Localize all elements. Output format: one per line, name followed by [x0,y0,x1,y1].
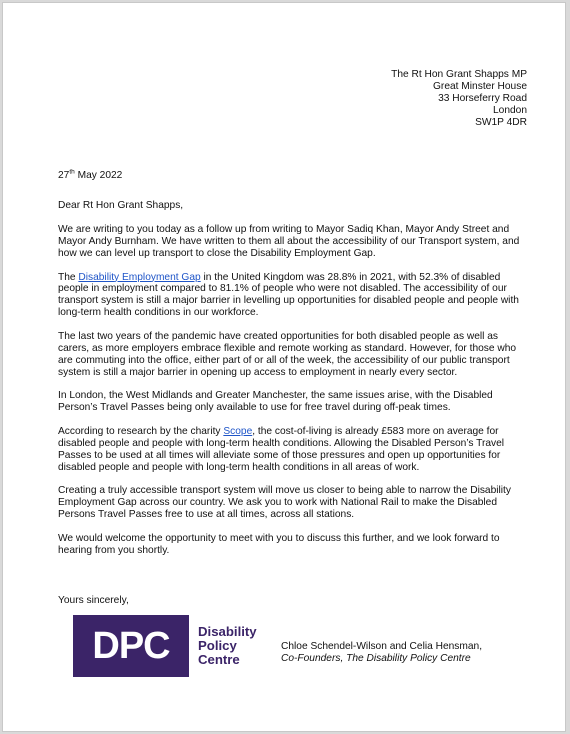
recipient-line: The Rt Hon Grant Shapps MP [391,69,527,80]
dpc-logo [73,615,257,677]
disability-employment-gap-link[interactable]: Disability Employment Gap [78,271,201,283]
closing: Yours sincerely, [58,595,129,606]
paragraph-4: In London, the West Midlands and Greater Manchester, the same issues arise, with the Disabled Person’s Travel Passes being only available to use for free travel during off-peak times. [58,390,493,414]
paragraph-5-pre: According to research by the charity [58,425,224,437]
date-month-year: May 2022 [74,170,123,181]
salutation: Dear Rt Hon Grant Shapps, [58,200,184,211]
letter-page [2,2,566,732]
logo-line: Disability [198,624,257,639]
paragraph-2-pre: The [58,271,79,283]
recipient-line: Great Minster House [433,80,527,92]
date-day: 27 [58,170,70,181]
paragraph-5-post: , the cost-of-living is already £583 more on average for disabled people and people with long-term health conditions. Allowing the Disabled Person’s Travel Passes to be used at all times will alleviate some of those pressures and open up opportunities for disabled people and people with long-term health conditions in all areas of work. [58,425,505,473]
paragraph-2 [58,272,524,320]
letter-date [58,170,122,182]
paragraph-7: We would welcome the opportunity to meet with you to discuss this further, and we look forward to hearing from you shortly. [58,532,500,556]
paragraph-3: The last two years of the pandemic have created opportunities for both disabled people as well as carers, as more employers embrace flexible and remote working as standard. However, for those who are commuting into the office, either part of or all of the week, the accessibility of our public transport system is still a major barrier in opening up access to employment in nearly every sector. [58,330,517,378]
date-suffix: th [69,168,75,176]
logo-line: Policy [198,638,237,653]
recipient-address [391,69,527,129]
scope-link[interactable]: Scope [223,425,253,437]
signatory-names: Chloe Schendel-Wilson and Celia Hensman, [281,641,483,652]
dpc-logo-wordmark [198,625,257,667]
signature-block [281,641,482,665]
dpc-logo-mark: DPC [73,615,189,677]
paragraph-5 [58,426,524,474]
paragraph-6: Creating a truly accessible transport system will move us closer to being able to narrow the Disability Employment Gap across our country. We ask you to work with National Rail to make the Disabled Persons Travel Passes free to use at all times, across all stations. [58,485,511,521]
paragraph-1: We are writing to you today as a follow up from writing to Mayor Sadiq Khan, Mayor Andy Street and Mayor Andy Burnham. We have written to them all about the accessibility of our Transport system, and how we can level up transport to close the Disability Employment Gap. [58,224,520,259]
recipient-line: SW1P 4DR [475,116,527,128]
letter-body [58,224,524,569]
logo-line: Centre [198,652,240,667]
paragraph-2-post: in the United Kingdom was 28.8% in 2021, with 52.3% of disabled people in employment compared to 81.1% of people who were not disabled. The accessibility of our transport system is still a major barrier in levelling up opportunities for disabled people and people with long-term health conditions in our workforce. [58,271,519,319]
signatory-roles: Co-Founders, The Disability Policy Centre [281,652,471,664]
recipient-line: London [493,104,527,116]
recipient-line: 33 Horseferry Road [438,92,527,104]
